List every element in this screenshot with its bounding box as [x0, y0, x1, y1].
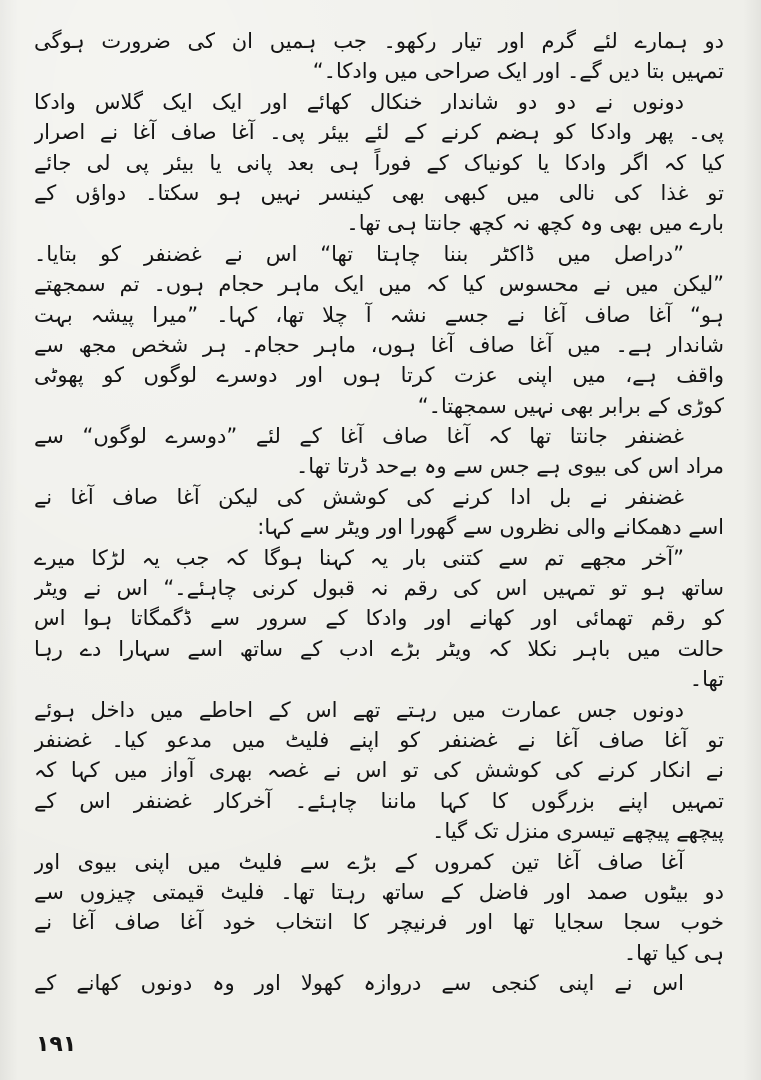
- text-line: ”آخر مجھے تم سے کتنی بار یہ کہنا ہوگا کہ جب یہ لڑکا میرے: [34, 545, 684, 570]
- text-line: دو ہمارے لئے گرم اور تیار رکھو۔ جب ہمیں ان کی ضرورت ہوگی: [34, 29, 724, 53]
- text-line: غضنفر جانتا تھا کہ آغا صاف آغا کے لئے ”دوسرے لوگوں“ سے: [34, 424, 684, 449]
- text-line: بارے میں بھی وہ کچھ نہ کچھ جانتا ہی تھا۔: [346, 211, 724, 236]
- text-line: اسے دھمکانے والی نظروں سے گھورا اور ویٹر سے کہا:: [257, 515, 724, 540]
- text-line: کوڑی کے برابر بھی نہیں سمجھتا۔“: [417, 393, 724, 418]
- text-line: دو بیٹوں صمد اور فاضل کے ساتھ رہتا تھا۔ فلیٹ قیمتی چیزوں سے: [34, 879, 724, 904]
- text-line: ہی کیا تھا۔: [623, 940, 724, 965]
- text-line: تو غذا کی نالی میں کبھی بھی کینسر نہیں ہو سکتا۔ دواؤں کے: [34, 180, 724, 205]
- text-line: غضنفر نے بل ادا کرنے کی کوشش کی لیکن آغا صاف آغا نے: [34, 484, 684, 509]
- text-line: پیچھے پیچھے تیسری منزل تک گیا۔: [432, 819, 724, 844]
- text-line: نے انکار کرنے کی کوشش کی تو اس نے غصہ بھری آواز میں کہا کہ: [34, 758, 724, 783]
- text-line: دونوں نے دو دو شاندار خنکال کھائے اور ایک ایک گلاس وادکا: [34, 89, 684, 114]
- text-line: پی۔ پھر وادکا کو ہضم کرنے کے لئے بیئر پی۔ آغا صاف آغا نے اصرار: [34, 120, 724, 145]
- text-line: مراد اس کی بیوی ہے جس سے وہ بےحد ڈرتا تھا۔: [295, 454, 724, 479]
- text-line: ”دراصل میں ڈاکٹر بننا چاہتا تھا“ اس نے غضنفر کو بتایا۔: [34, 241, 684, 266]
- text-line: واقف ہے، میں اپنی عزت کرتا ہوں اور دوسرے لوگوں کو پھوٹی: [34, 363, 724, 388]
- text-line: ”لیکن میں نے محسوس کیا کہ میں ایک ماہر حجام ہوں۔ تم سمجھتے: [34, 272, 724, 297]
- text-line: خوب سجا سجایا تھا اور فرنیچر کا انتخاب خود آغا صاف آغا نے: [34, 910, 724, 935]
- body-text: [34, 26, 724, 999]
- text-line: ہو“ آغا صاف آغا نے جسے نشہ آ چلا تھا، کہا۔ ”میرا پیشہ بہت: [34, 302, 724, 327]
- text-line: تمہیں بتا دیں گے۔ اور ایک صراحی میں وادکا۔“: [312, 59, 724, 84]
- text-line: کو رقم تھمائی اور کھانے اور وادکا کے سرور سے ڈگمگاتا ہوا اس: [34, 606, 724, 631]
- text-line: کیا کہ اگر وادکا یا کونیاک کے فوراً ہی بعد پانی یا بیئر پی لی جائے: [34, 150, 724, 175]
- text-line: اس نے اپنی کنجی سے دروازہ کھولا اور وہ دونوں کھانے کے: [34, 971, 684, 996]
- text-line: تھا۔: [689, 667, 724, 692]
- text-line: آغا صاف آغا تین کمروں کے بڑے سے فلیٹ میں اپنی بیوی اور: [34, 849, 684, 874]
- text-line: دونوں جس عمارت میں رہتے تھے اس کے احاطے میں داخل ہوئے: [34, 697, 684, 722]
- text-line: حالت میں باہر نکلا کہ ویٹر بڑے ادب کے ساتھ اسے سہارا دے رہا: [34, 636, 724, 661]
- text-line: ساتھ ہو تو تمہیں اس کی رقم نہ قبول کرنی چاہئے۔“ اس نے ویٹر: [34, 576, 724, 601]
- text-line: شاندار ہے۔ میں آغا صاف آغا ہوں، ماہر حجام۔ ہر شخص مجھ سے: [34, 332, 724, 357]
- page-number: ١٩١: [36, 1032, 77, 1057]
- text-line: تمہیں اپنے بزرگوں کا کہا ماننا چاہئے۔ آخرکار غضنفر اس کے: [34, 788, 724, 813]
- text-line: تو آغا صاف آغا نے غضنفر کو اپنے فلیٹ میں مدعو کیا۔ غضنفر: [34, 727, 724, 752]
